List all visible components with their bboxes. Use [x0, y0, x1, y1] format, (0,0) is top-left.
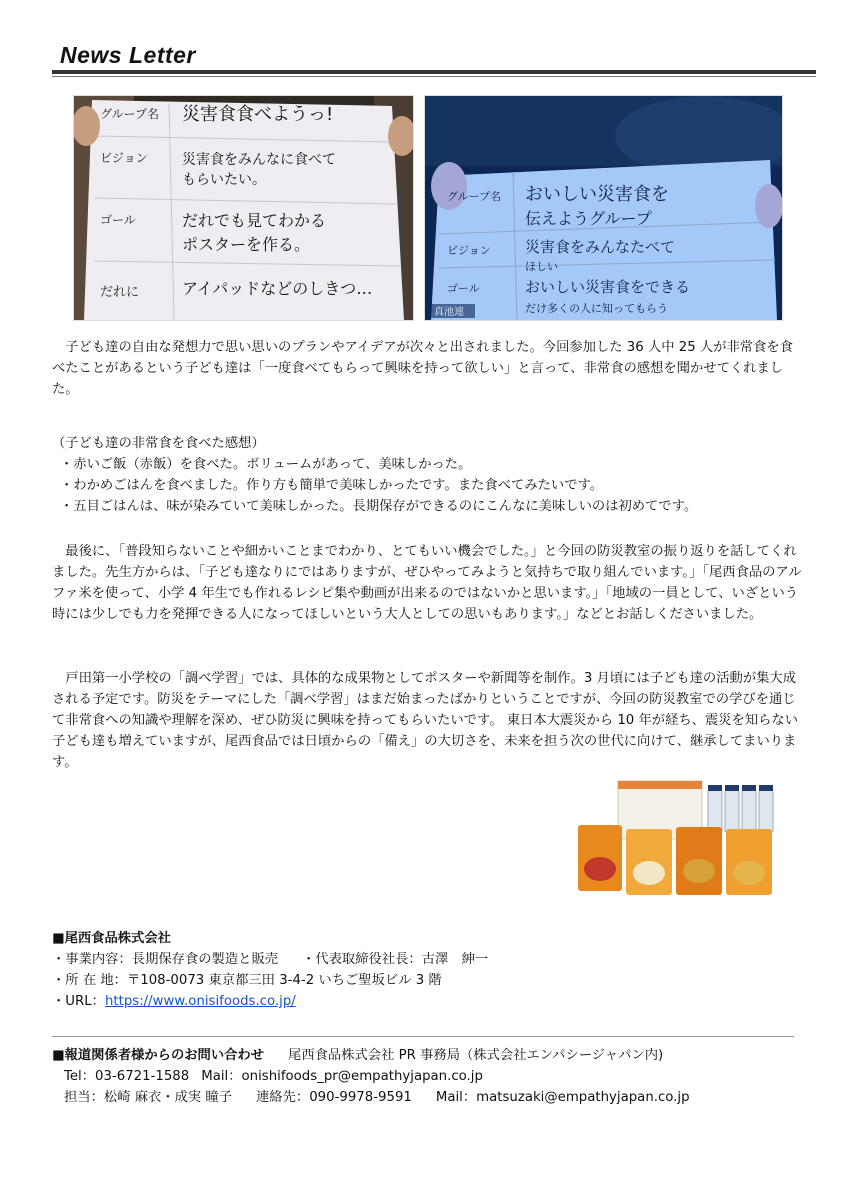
impression-item: ・赤いご飯（赤飯）を食べた。ボリュームがあって、美味しかった。 [60, 457, 472, 472]
company-url-line [52, 991, 488, 1012]
contact-tel: Tel：03-6721-1588 [64, 1069, 190, 1084]
company-business: ・事業内容：長期保存食の製造と販売 [52, 952, 279, 967]
handwritten-vision-label: ビジョン [447, 244, 491, 257]
contact-heading: ■報道関係者様からのお問い合わせ [52, 1048, 265, 1063]
handwritten-goal-line1: だれでも見てわかる [182, 211, 327, 230]
handwritten-goal-line2: だけ多くの人に知ってもらう [525, 302, 668, 315]
handwritten-target-value: アイパッドなどのしきつ… [182, 279, 373, 298]
impressions-block [52, 433, 802, 517]
handwritten-group-label: グループ名 [100, 107, 160, 121]
company-ceo: ・代表取締役社長：古澤 紳一 [302, 952, 489, 967]
newsletter-title: News Letter [60, 42, 196, 68]
handwritten-target-label: だれに [100, 285, 140, 300]
company-business-line [52, 949, 488, 970]
closing-text: 最後に、「普段知らないことや細かいことまでわかり、とてもいい機会でした。」と今回の防災教室の振り返りを話してくれました。先生方からは、「子ども達なりにではありますが、ぜひやってみようと気持ちで取り組んでいます。」「尾西食品のアルファ米を使って、小学 4 年生でも作れるレシピ集や動画が出来るのではないかと思います。」「地域の一員として、いざという時には少しでも力を発揮できる人になってほしいという大人としての思いもあります。」などとお話しくださいました。 [52, 544, 802, 622]
future-text: 戸田第一小学校の「調べ学習」では、具体的な成果物としてポスターや新聞等を制作。3 月頃には子ども達の活動が集大成される予定です。防災をテーマにした「調べ学習」はまだ始まったばかりということですが、今回の防災教室での学びを通じて非常食への知識や理解を深め、ぜひ防災に興味を持ってもらいたいです。 東日本大震災から 10 年が経ち、震災を知らない子ども達も増えていますが、尾西食品では日頃からの「備え」の大切さを、未来を担う次の世代に向けて、継承してまいります。 [52, 671, 799, 770]
impression-item: ・五目ごはんは、味が染みていて美味しかった。長期保存ができるのにこんなに美味しいのは初めてです。 [60, 499, 698, 514]
handwritten-vision-line2: ほしい [525, 260, 558, 273]
company-url-label: ・URL： [52, 994, 105, 1009]
handwritten-vision-line1: 災害食をみんなたべて [525, 238, 676, 256]
handwritten-vision-line1: 災害食をみんなに食べて [182, 152, 336, 168]
handwritten-goal-line2: ポスターを作る。 [182, 235, 311, 254]
contact-mail-2: Mail：matsuzaki@empathyjapan.co.jp [435, 1090, 690, 1105]
photo-group-sheet-right [424, 95, 783, 321]
photo-caption: 真池連 [434, 307, 464, 318]
contact-heading-line [52, 1045, 690, 1066]
company-url-link[interactable]: https://www.onisifoods.co.jp/ [104, 994, 296, 1009]
handwritten-group-value: 災害食食べようっ! [182, 104, 334, 125]
product-photo [570, 775, 790, 905]
press-contact [52, 1045, 690, 1108]
handwritten-group-label: グループ名 [447, 190, 502, 203]
impression-item: ・わかめごはんを食べました。作り方も簡単で美味しかったです。また食べてみたいです。 [60, 478, 604, 493]
handwritten-group-line2: 伝えようグループ [525, 209, 652, 228]
handwritten-group-line1: おいしい災害食を [525, 184, 669, 205]
company-info [52, 928, 488, 1012]
future-paragraph [52, 668, 802, 773]
header-rule-thin [52, 76, 816, 77]
header-rule [52, 70, 816, 74]
handwritten-vision-label: ビジョン [100, 151, 148, 165]
handwritten-goal-label: ゴール [100, 213, 136, 227]
company-address: ・所 在 地：〒108-0073 東京都三田 3-4-2 いちご聖坂ビル 3 階 [52, 973, 442, 988]
contact-line-2 [52, 1087, 690, 1108]
contact-office: 尾西食品株式会社 PR 事務局（株式会社エンパシージャパン内) [288, 1048, 664, 1063]
intro-text: 子ども達の自由な発想力で思い思いのプランやアイデアが次々と出されました。今回参加した 36 人中 25 人が非常食を食べたことがあるという子ども達は「一度食べてもらって興味を持って欲しい」と言って、非常食の感想を聞かせてくれました。 [52, 340, 793, 397]
contact-phone: 連絡先：090-9978-9591 [256, 1090, 412, 1105]
handwritten-goal-label: ゴール [447, 282, 480, 295]
photo-group-sheet-left [73, 95, 414, 321]
intro-paragraph [52, 337, 802, 400]
footer-divider [52, 1036, 794, 1037]
handwritten-goal-line1: おいしい災害食をできる [525, 278, 691, 296]
company-name: ■尾西食品株式会社 [52, 931, 171, 946]
impressions-heading: （子ども達の非常食を食べた感想） [52, 436, 265, 451]
contact-line-1 [52, 1066, 690, 1087]
contact-mail: Mail：onishifoods_pr@empathyjapan.co.jp [201, 1069, 483, 1084]
closing-paragraph [52, 541, 802, 625]
handwritten-vision-line2: もらいたい。 [182, 172, 266, 188]
contact-person: 担当：松崎 麻衣・成実 瞳子 [64, 1090, 233, 1105]
